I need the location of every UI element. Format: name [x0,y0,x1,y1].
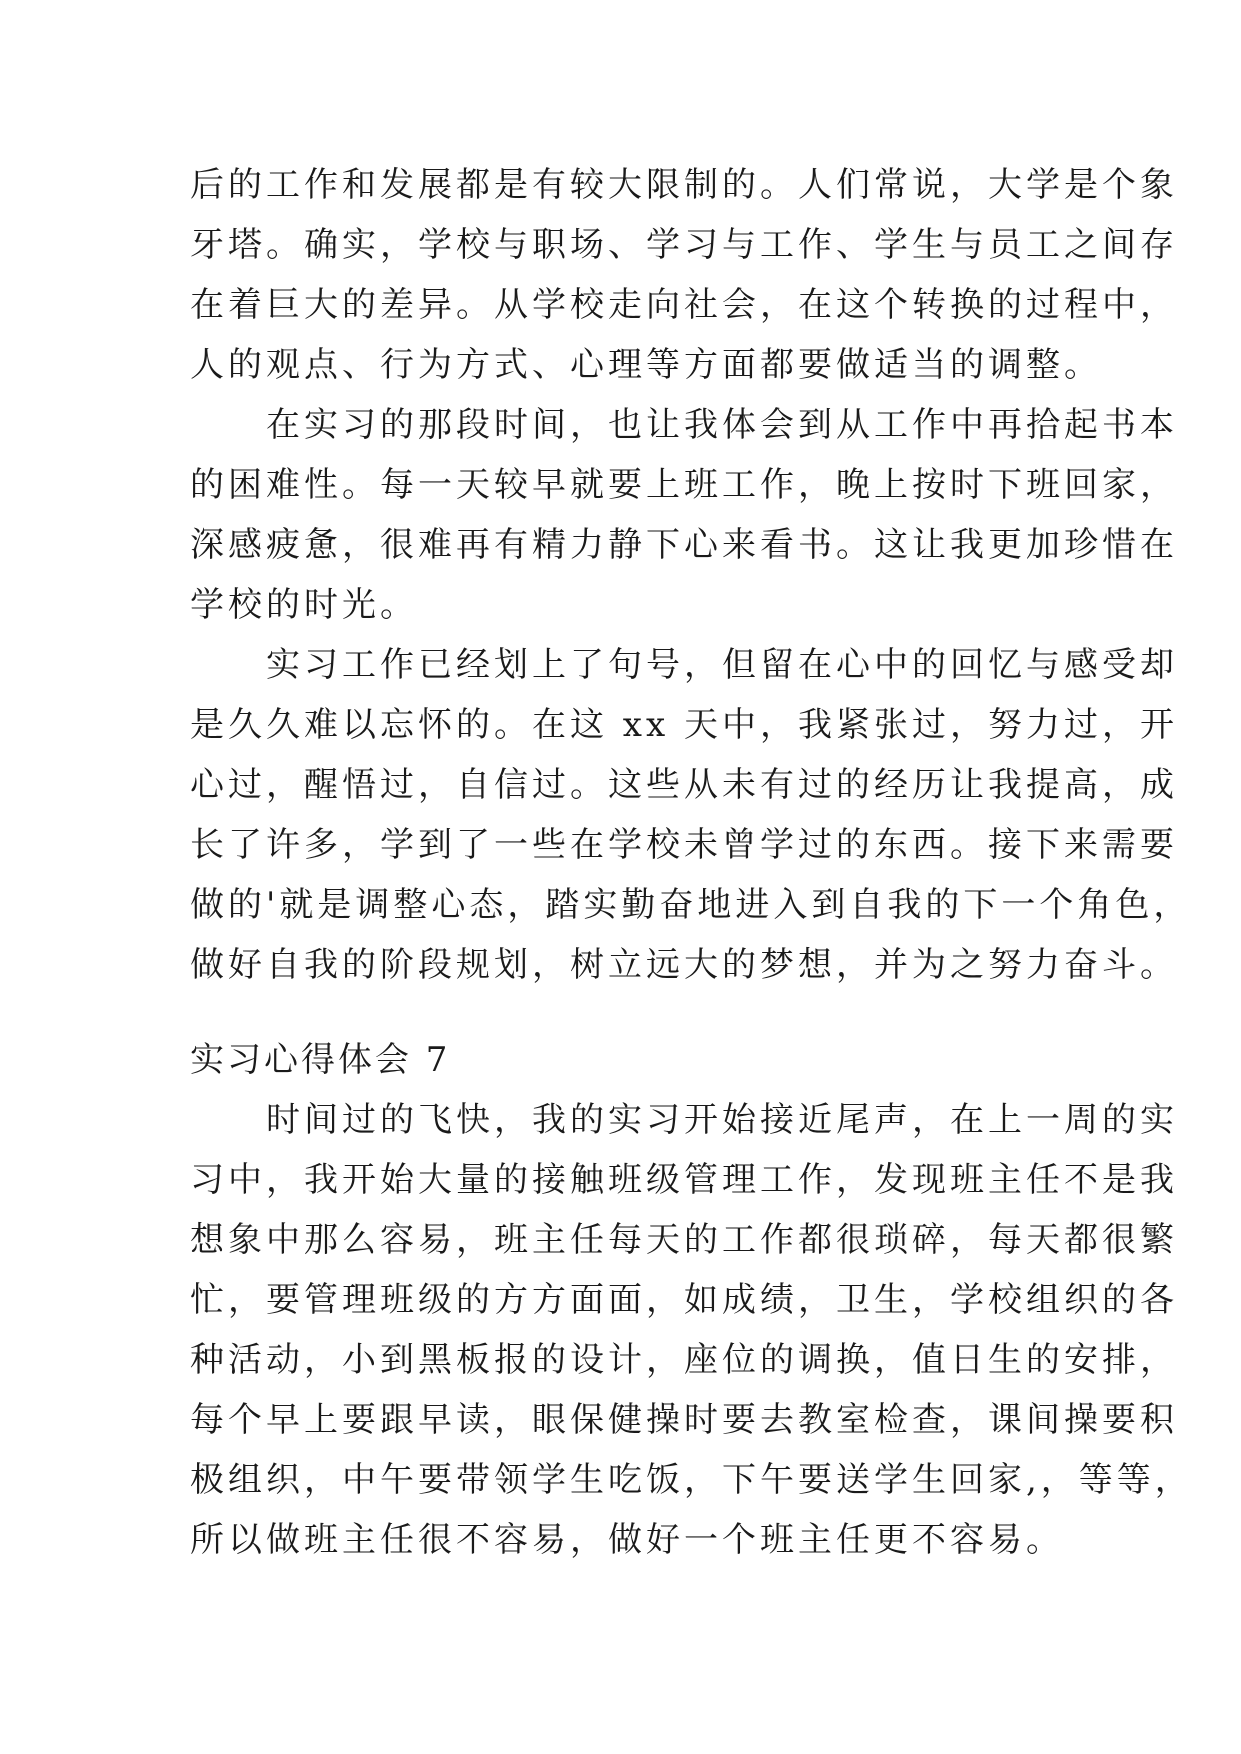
paragraph-2-line-4: 学校的时光。 [190,585,418,625]
paragraph-1-line-3: 在着巨大的差异。从学校走向社会，在这个转换的过程中， [190,285,1178,325]
paragraph-4-line-6: 每个早上要跟早读，眼保健操时要去教室检查，课间操要积 [190,1400,1178,1440]
paragraph-2-line-1: 在实习的那段时间，也让我体会到从工作中再拾起书本 [190,405,1178,445]
body-text-top [190,155,1192,995]
paragraph-4-line-2: 习中，我开始大量的接触班级管理工作，发现班主任不是我 [190,1160,1178,1200]
paragraph-1-line-1: 后的工作和发展都是有较大限制的。人们常说，大学是个象 [190,165,1178,205]
paragraph-3-line-6: 做好自我的阶段规划，树立远大的梦想，并为之努力奋斗。 [190,945,1178,985]
paragraph-2-line-2: 的困难性。每一天较早就要上班工作，晚上按时下班回家， [190,465,1178,505]
paragraph-2-line-3: 深感疲惫，很难再有精力静下心来看书。这让我更加珍惜在 [190,525,1178,565]
paragraph-3-line-4: 长了许多，学到了一些在学校未曾学过的东西。接下来需要 [190,825,1178,865]
paragraph-4-line-8: 所以做班主任很不容易，做好一个班主任更不容易。 [190,1520,1064,1560]
section-heading: 实习心得体会 7 [190,1040,451,1080]
paragraph-4-line-5: 种活动，小到黑板报的设计，座位的调换，值日生的安排， [190,1340,1178,1380]
paragraph-4-line-7: 极组织，中午要带领学生吃饭，下午要送学生回家,，等等， [190,1460,1193,1500]
paragraph-3-line-3: 心过，醒悟过，自信过。这些从未有过的经历让我提高，成 [190,765,1178,805]
paragraph-1-line-2: 牙塔。确实，学校与职场、学习与工作、学生与员工之间存 [190,225,1178,265]
paragraph-3-line-2: 是久久难以忘怀的。在这 xx 天中，我紧张过，努力过，开 [190,705,1178,745]
paragraph-3-line-5: 做的'就是调整心态，踏实勤奋地进入到自我的下一个角色， [190,885,1192,925]
paragraph-3-line-1: 实习工作已经划上了句号，但留在心中的回忆与感受却 [190,645,1178,685]
paragraph-4-line-3: 想象中那么容易，班主任每天的工作都很琐碎，每天都很繁 [190,1220,1178,1260]
paragraph-1-line-4: 人的观点、行为方式、心理等方面都要做适当的调整。 [190,345,1102,385]
paragraph-4-line-4: 忙，要管理班级的方方面面，如成绩，卫生，学校组织的各 [190,1280,1178,1320]
body-text-bottom [190,1090,1193,1570]
paragraph-4-line-1: 时间过的飞快，我的实习开始接近尾声，在上一周的实 [190,1100,1178,1140]
